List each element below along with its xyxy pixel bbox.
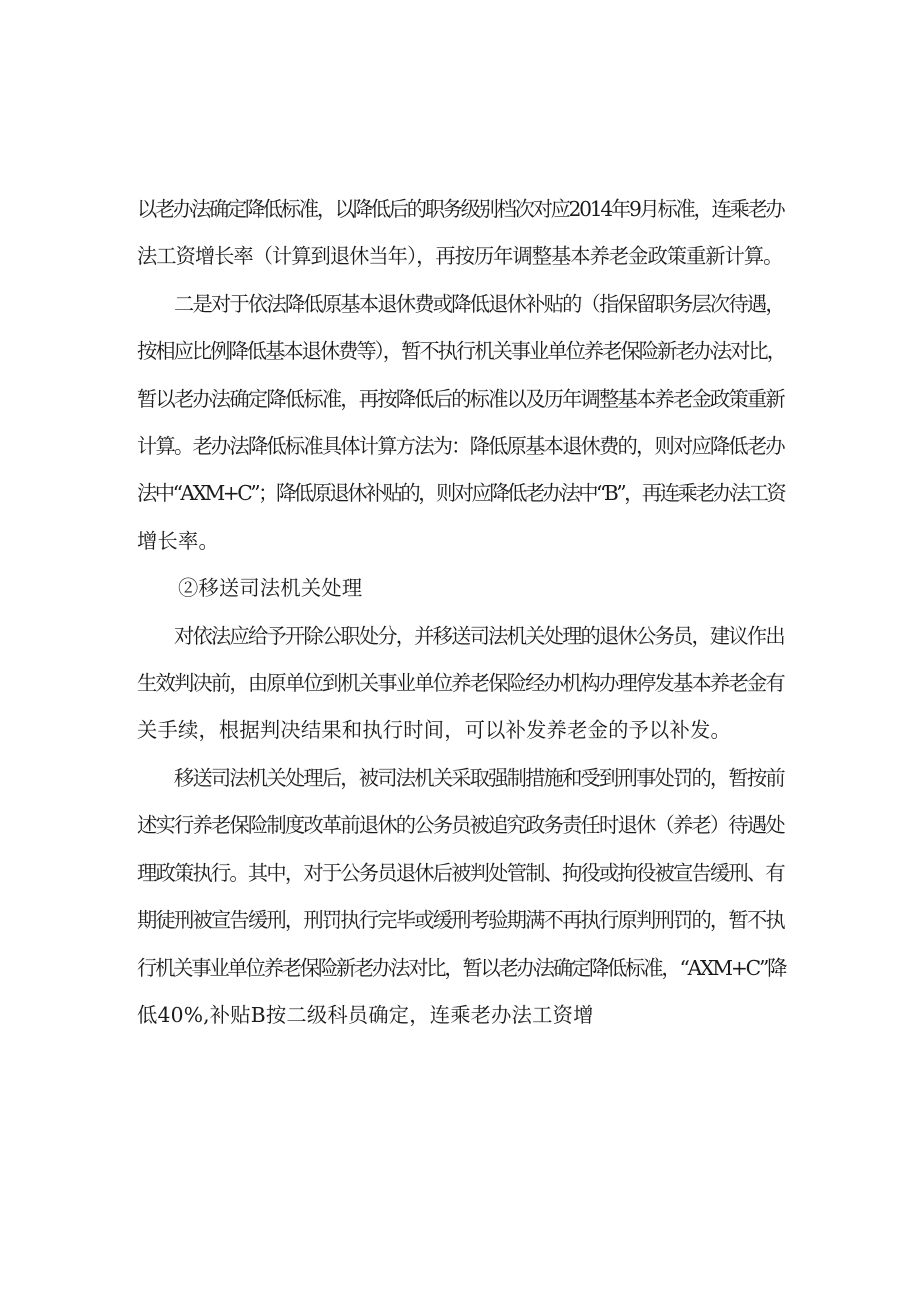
text-line: 以老办法确定降低标准，以降低后的职务级别档次对应2014年9月标准，连乘老办 xyxy=(137,197,784,221)
document-body xyxy=(137,186,785,1039)
text-line: 对依法应给予开除公职处分，并移送司法机关处理的退休公务员，建议作出 xyxy=(137,623,784,648)
text-line: 期徒刑被宣告缓刑，刑罚执行完毕或缓刑考验期满不再执行原判刑罚的，暂不执 xyxy=(137,908,784,933)
paragraph-2 xyxy=(137,281,785,565)
text-line: 暂以老办法确定降低标准，再按降低后的标准以及历年调整基本养老金政策重新 xyxy=(137,386,784,411)
text-line: 理政策执行。其中，对于公务员退休后被判处管制、拘役或拘役被宣告缓刑、有 xyxy=(137,860,784,885)
text-line: 法工资增长率（计算到退休当年），再按历年调整基本养老金政策重新计算。 xyxy=(137,244,783,269)
text-line: 移送司法机关处理后，被司法机关采取强制措施和受到刑事处罚的，暂按前 xyxy=(137,765,784,790)
text-line: 述实行养老保险制度改革前退休的公务员被追究政务责任时退休（养老）待遇处 xyxy=(137,813,784,838)
text-line: ②移送司法机关处理 xyxy=(137,576,363,601)
text-line: 增长率。 xyxy=(137,528,219,553)
text-line: 计算。老办法降低标准具体计算方法为：降低原基本退休费的，则对应降低老办 xyxy=(137,434,784,459)
paragraph-4 xyxy=(137,755,785,1039)
paragraph-1 xyxy=(137,186,785,281)
text-line: 低40%,补贴B按二级科员确定，连乘老办法工资增 xyxy=(137,1002,594,1027)
text-line: 法中“AXM+C”；降低原退休补贴的，则对应降低老办法中“B”，再连乘老办法工资 xyxy=(137,481,785,506)
paragraph-3 xyxy=(137,613,785,755)
section-heading xyxy=(137,565,785,612)
text-line: 生效判决前，由原单位到机关事业单位养老保险经办机构办理停发基本养老金有 xyxy=(137,671,784,696)
text-line: 二是对于依法降低原基本退休费或降低退休补贴的（指保留职务层次待遇， xyxy=(137,291,784,316)
text-line: 关手续，根据判决结果和执行时间，可以补发养老金的予以补发。 xyxy=(137,718,731,743)
text-line: 按相应比例降低基本退休费等），暂不执行机关事业单位养老保险新老办法对比， xyxy=(137,339,785,364)
text-line: 行机关事业单位养老保险新老办法对比，暂以老办法确定降低标准，“AXM+C”降 xyxy=(137,955,786,980)
